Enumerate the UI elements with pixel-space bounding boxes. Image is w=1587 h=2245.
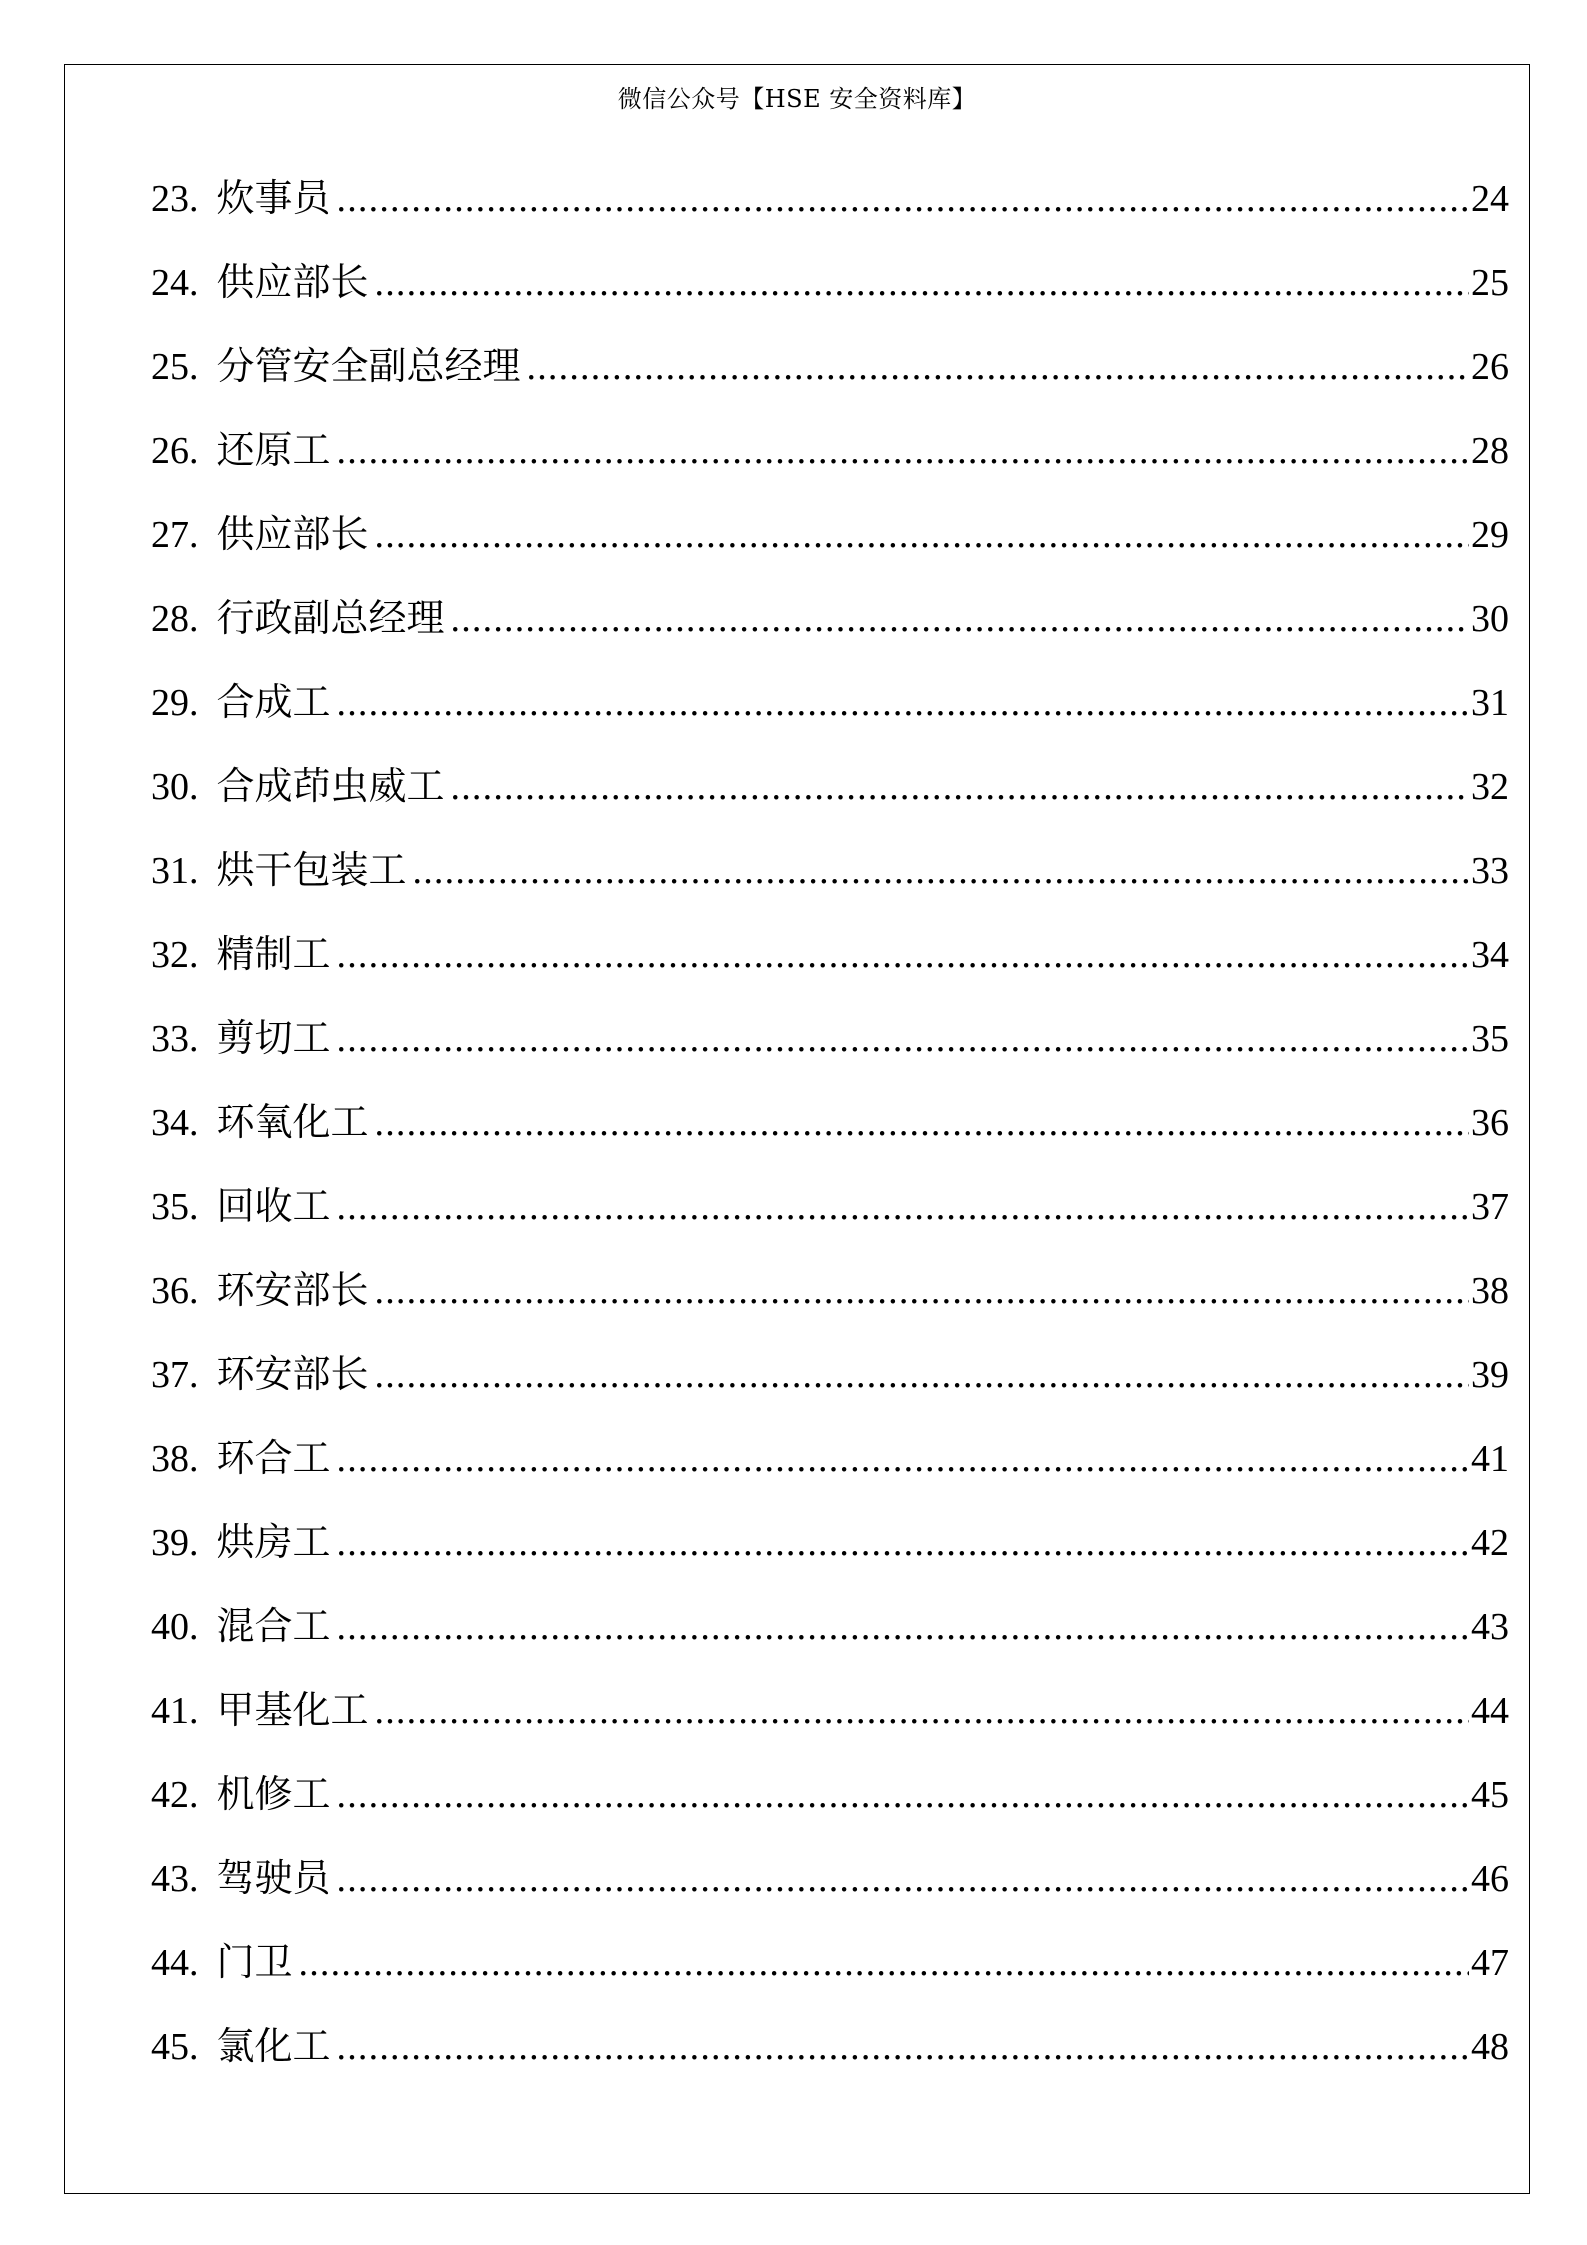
- toc-entry-number: 36.: [151, 1270, 199, 1312]
- toc-entry-title: 合成茚虫威工: [216, 764, 445, 808]
- toc-dot-leader: [337, 157, 1469, 241]
- toc-entry[interactable]: [151, 660, 1509, 744]
- toc-entry[interactable]: [151, 912, 1509, 996]
- toc-entry-title: 合成工: [216, 680, 331, 724]
- toc-dot-leader: [337, 913, 1469, 997]
- toc-dot-leader: [299, 1921, 1469, 2005]
- toc-entry-page: 37: [1471, 1186, 1509, 1228]
- toc-dot-leader: [337, 1501, 1469, 1585]
- toc-entry-number: 24.: [151, 262, 199, 304]
- toc-entry-number: 35.: [151, 1186, 199, 1228]
- toc-dot-leader: [451, 577, 1469, 661]
- toc-entry-number: 38.: [151, 1438, 199, 1480]
- toc-entry-title: 行政副总经理: [216, 596, 445, 640]
- toc-dot-leader: [337, 1837, 1469, 1921]
- toc-entry-page: 48: [1471, 2026, 1509, 2068]
- toc-entry[interactable]: [151, 408, 1509, 492]
- toc-entry-number: 26.: [151, 430, 199, 472]
- toc-entry-title: 精制工: [216, 932, 331, 976]
- toc-dot-leader: [337, 1417, 1469, 1501]
- toc-entry-page: 33: [1471, 850, 1509, 892]
- toc-entry-page: 34: [1471, 934, 1509, 976]
- toc-entry-title: 机修工: [216, 1772, 331, 1816]
- toc-entry-number: 45.: [151, 2026, 199, 2068]
- toc-entry-title: 烘房工: [216, 1520, 331, 1564]
- toc-entry-page: 41: [1471, 1438, 1509, 1480]
- toc-entry-title: 还原工: [216, 428, 331, 472]
- toc-entry[interactable]: [151, 492, 1509, 576]
- toc-entry[interactable]: [151, 1080, 1509, 1164]
- toc-entry-page: 25: [1471, 262, 1509, 304]
- toc-entry[interactable]: [151, 576, 1509, 660]
- toc-entry-title: 环合工: [216, 1436, 331, 1480]
- toc-entry[interactable]: [151, 1920, 1509, 2004]
- toc-dot-leader: [375, 1081, 1469, 1165]
- toc-entry-page: 47: [1471, 1942, 1509, 1984]
- toc-entry-title: 驾驶员: [216, 1856, 331, 1900]
- toc-entry-number: 37.: [151, 1354, 199, 1396]
- table-of-contents: [151, 156, 1509, 2088]
- toc-entry-number: 42.: [151, 1774, 199, 1816]
- toc-entry-title: 分管安全副总经理: [216, 344, 521, 388]
- toc-dot-leader: [337, 997, 1469, 1081]
- toc-entry-title: 烘干包装工: [216, 848, 407, 892]
- toc-dot-leader: [337, 409, 1469, 493]
- toc-dot-leader: [375, 241, 1469, 325]
- toc-entry-page: 43: [1471, 1606, 1509, 1648]
- toc-entry-page: 38: [1471, 1270, 1509, 1312]
- toc-dot-leader: [337, 661, 1469, 745]
- toc-entry[interactable]: [151, 1416, 1509, 1500]
- toc-entry-title: 剪切工: [216, 1016, 331, 1060]
- toc-entry[interactable]: [151, 1752, 1509, 1836]
- toc-entry-number: 29.: [151, 682, 199, 724]
- toc-dot-leader: [527, 325, 1469, 409]
- toc-entry-title: 混合工: [216, 1604, 331, 1648]
- toc-entry-number: 34.: [151, 1102, 199, 1144]
- page-frame: [64, 64, 1530, 2194]
- toc-entry[interactable]: [151, 1584, 1509, 1668]
- toc-entry[interactable]: [151, 1332, 1509, 1416]
- toc-entry-page: 36: [1471, 1102, 1509, 1144]
- toc-entry[interactable]: [151, 828, 1509, 912]
- toc-entry-page: 45: [1471, 1774, 1509, 1816]
- toc-entry-title: 炊事员: [216, 176, 331, 220]
- toc-dot-leader: [337, 1165, 1469, 1249]
- toc-entry[interactable]: [151, 240, 1509, 324]
- toc-entry-number: 33.: [151, 1018, 199, 1060]
- toc-entry-title: 门卫: [216, 1940, 293, 1984]
- toc-entry-page: 30: [1471, 598, 1509, 640]
- toc-entry-title: 环安部长: [216, 1268, 369, 1312]
- toc-entry-page: 39: [1471, 1354, 1509, 1396]
- toc-entry-title: 环氧化工: [216, 1100, 369, 1144]
- toc-entry-number: 25.: [151, 346, 199, 388]
- toc-entry-page: 24: [1471, 178, 1509, 220]
- toc-entry-number: 44.: [151, 1942, 199, 1984]
- toc-entry-number: 31.: [151, 850, 199, 892]
- toc-entry[interactable]: [151, 744, 1509, 828]
- toc-entry-number: 27.: [151, 514, 199, 556]
- toc-dot-leader: [337, 1585, 1469, 1669]
- toc-entry-title: 氯化工: [216, 2024, 331, 2068]
- toc-entry-number: 28.: [151, 598, 199, 640]
- toc-entry-number: 43.: [151, 1858, 199, 1900]
- toc-entry-title: 环安部长: [216, 1352, 369, 1396]
- toc-entry-page: 26: [1471, 346, 1509, 388]
- toc-entry-number: 23.: [151, 178, 199, 220]
- toc-dot-leader: [375, 1249, 1469, 1333]
- toc-dot-leader: [375, 1333, 1469, 1417]
- toc-dot-leader: [413, 829, 1469, 913]
- toc-entry-number: 32.: [151, 934, 199, 976]
- toc-entry-number: 40.: [151, 1606, 199, 1648]
- toc-entry-title: 供应部长: [216, 260, 369, 304]
- toc-dot-leader: [451, 745, 1469, 829]
- toc-entry[interactable]: [151, 1500, 1509, 1584]
- toc-entry[interactable]: [151, 1248, 1509, 1332]
- page-header: 微信公众号【HSE 安全资料库】: [617, 85, 977, 113]
- toc-entry-title: 甲基化工: [216, 1688, 369, 1732]
- toc-entry-page: 31: [1471, 682, 1509, 724]
- toc-dot-leader: [337, 1753, 1469, 1837]
- toc-entry[interactable]: [151, 1668, 1509, 1752]
- toc-entry-title: 供应部长: [216, 512, 369, 556]
- toc-entry-number: 41.: [151, 1690, 199, 1732]
- toc-entry-number: 30.: [151, 766, 199, 808]
- toc-entry-title: 回收工: [216, 1184, 331, 1228]
- toc-entry-number: 39.: [151, 1522, 199, 1564]
- toc-entry-page: 46: [1471, 1858, 1509, 1900]
- toc-entry[interactable]: [151, 996, 1509, 1080]
- toc-entry-page: 42: [1471, 1522, 1509, 1564]
- toc-dot-leader: [337, 2005, 1469, 2089]
- toc-dot-leader: [375, 493, 1469, 577]
- toc-entry[interactable]: [151, 2004, 1509, 2088]
- toc-dot-leader: [375, 1669, 1469, 1753]
- toc-entry[interactable]: [151, 1836, 1509, 1920]
- toc-entry[interactable]: [151, 324, 1509, 408]
- toc-entry[interactable]: [151, 1164, 1509, 1248]
- toc-entry-page: 35: [1471, 1018, 1509, 1060]
- toc-entry-page: 29: [1471, 514, 1509, 556]
- toc-entry[interactable]: [151, 156, 1509, 240]
- toc-entry-page: 28: [1471, 430, 1509, 472]
- toc-entry-page: 32: [1471, 766, 1509, 808]
- toc-entry-page: 44: [1471, 1690, 1509, 1732]
